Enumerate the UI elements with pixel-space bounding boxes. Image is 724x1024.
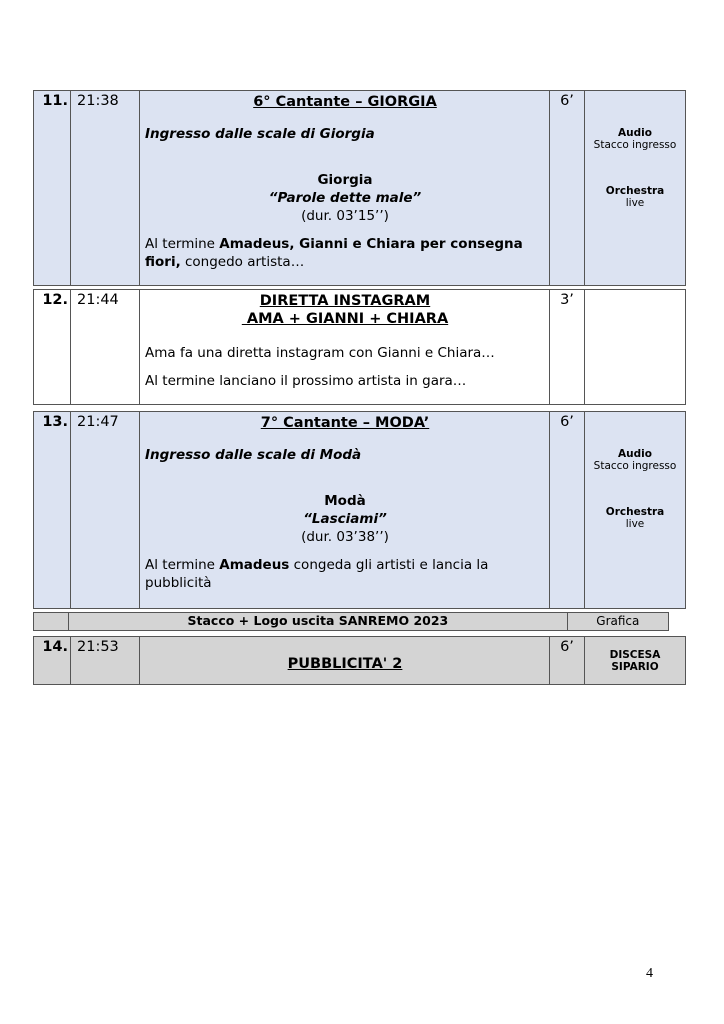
note-discesa: DISCESA — [609, 649, 661, 661]
note-audio — [585, 127, 685, 151]
song-title: “Lasciami” — [303, 511, 387, 527]
note-orchestra — [585, 185, 685, 209]
closing-pre: Al termine — [145, 236, 220, 252]
row-duration: 3’ — [550, 290, 585, 405]
body-text-2: Al termine lanciano il prossimo artista in gara… — [145, 373, 467, 389]
row-notes — [585, 412, 686, 609]
artist-name: Modà — [324, 493, 366, 509]
row-number: 13. — [34, 412, 71, 609]
row-notes — [585, 290, 686, 405]
note-orchestra-title: Orchestra — [605, 506, 665, 518]
closing-bold: Amadeus, Gianni e Chiara per consegna fiori, — [145, 236, 523, 270]
stacco-label: Grafica — [567, 613, 668, 631]
note-audio — [585, 448, 685, 472]
row-duration: 6’ — [550, 412, 585, 609]
row-14 — [33, 636, 686, 685]
segment-title: 6° Cantante – GIORGIA — [253, 94, 437, 110]
entry-text: Ingresso dalle scale di Giorgia — [145, 126, 375, 142]
row-content — [140, 412, 550, 609]
segment-title: 7° Cantante – MODA’ — [260, 415, 430, 431]
note-audio-title: Audio — [618, 448, 652, 460]
note-audio-title: Audio — [618, 127, 652, 139]
row-12 — [33, 289, 686, 405]
stacco-spacer — [34, 613, 69, 631]
note-audio-text: Stacco ingresso — [593, 460, 677, 472]
row-time: 21:53 — [71, 637, 140, 685]
note-orchestra-text: live — [625, 518, 645, 530]
entry-text: Ingresso dalle scale di Modà — [145, 447, 362, 463]
artist-name: Giorgia — [317, 172, 373, 188]
row-content — [140, 637, 550, 685]
row-content — [140, 91, 550, 286]
note-orchestra-text: live — [625, 197, 645, 209]
row-13 — [33, 411, 686, 609]
row-number: 11. — [34, 91, 71, 286]
row-time: 21:44 — [71, 290, 140, 405]
closing-bold: Amadeus — [219, 557, 290, 573]
segment-title: PUBBLICITA' 2 — [287, 656, 403, 672]
note-sipario: SIPARIO — [611, 661, 659, 673]
closing-pre: Al termine — [145, 557, 220, 573]
row-notes — [585, 91, 686, 286]
closing-text — [145, 556, 545, 592]
closing-text — [145, 235, 545, 271]
body-text-1: Ama fa una diretta instagram con Gianni e Chiara… — [145, 345, 495, 361]
row-time: 21:38 — [71, 91, 140, 286]
song-duration: (dur. 03’38’’) — [301, 529, 389, 545]
row-duration: 6’ — [550, 637, 585, 685]
page-number: 4 — [646, 966, 653, 981]
note-orchestra-title: Orchestra — [605, 185, 665, 197]
closing-post: congeda gli artisti e lancia la pubblicità — [145, 557, 489, 591]
note-audio-text: Stacco ingresso — [593, 139, 677, 151]
song-title: “Parole dette male” — [268, 190, 422, 206]
stacco-text: Stacco + Logo uscita SANREMO 2023 — [69, 613, 568, 631]
segment-title: DIRETTA INSTAGRAM — [259, 293, 431, 309]
note-orchestra — [585, 506, 685, 530]
row-stacco — [33, 612, 669, 631]
segment-subtitle: AMA + GIANNI + CHIARA — [241, 311, 449, 327]
row-notes — [585, 637, 686, 685]
row-number: 14. — [34, 637, 71, 685]
row-duration: 6’ — [550, 91, 585, 286]
row-time: 21:47 — [71, 412, 140, 609]
row-11 — [33, 90, 686, 286]
closing-post: congedo artista… — [180, 254, 305, 270]
row-content — [140, 290, 550, 405]
row-number: 12. — [34, 290, 71, 405]
song-duration: (dur. 03’15’’) — [301, 208, 389, 224]
